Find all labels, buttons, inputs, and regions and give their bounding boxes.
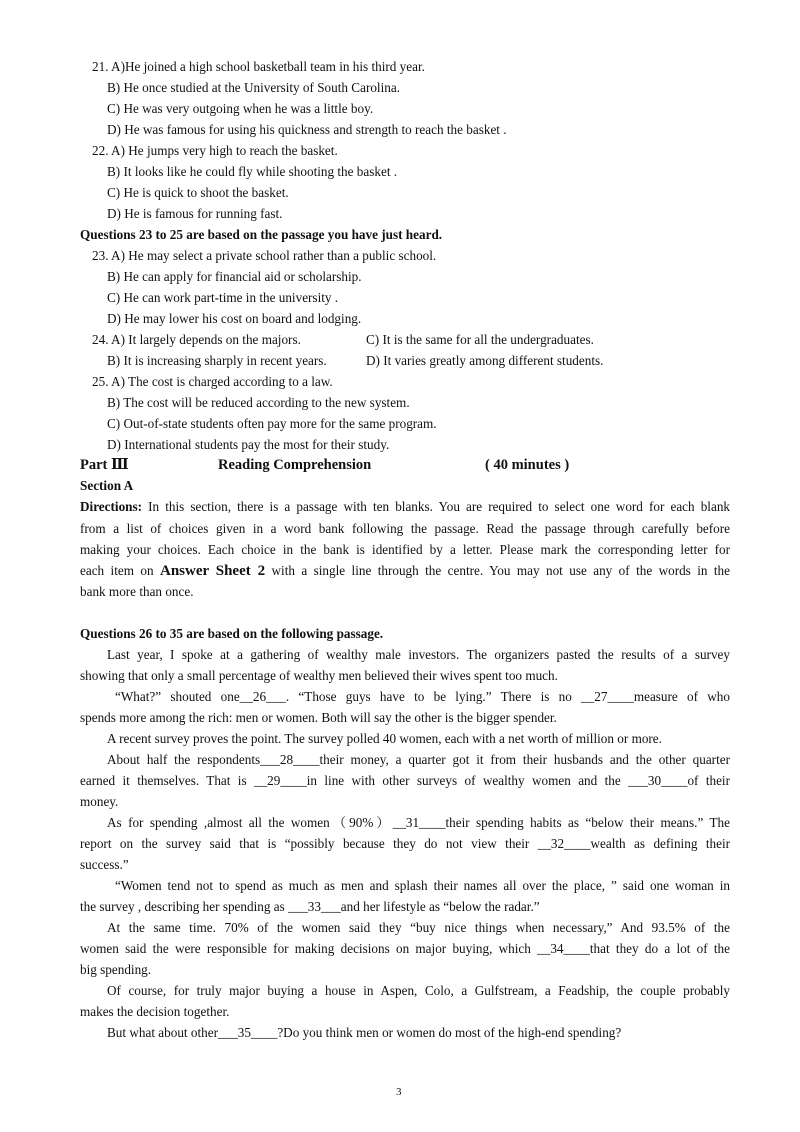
passage-line: the survey , describing her spending as ___33___and her lifestyle as “below the radar.”: [80, 899, 540, 914]
part-label: Part Ⅲ: [80, 457, 129, 473]
passage-line: spends more among the rich: men or women. Both will say the other is the bigger spender.: [80, 710, 557, 725]
answer-sheet-label: Answer Sheet 2: [160, 563, 266, 579]
passage-line: “Women tend not to spend as much as men and splash their names all over the place, ” said one woman in: [115, 878, 730, 893]
passage-line: showing that only a small percentage of wealthy men believed their wives spent too much.: [80, 668, 558, 683]
q24-option-d: D) It varies greatly among different students.: [366, 353, 604, 368]
q21-option-d: D) He was famous for using his quickness and strength to reach the basket .: [107, 122, 507, 137]
passage-line: Last year, I spoke at a gathering of wealthy male investors. The organizers pasted the results of a survey: [107, 647, 730, 662]
questions-23-25-heading: Questions 23 to 25 are based on the passage you have just heard.: [80, 227, 443, 242]
q23-option-a: 23. A) He may select a private school rather than a public school.: [92, 248, 437, 263]
q25-option-a: 25. A) The cost is charged according to a law.: [92, 374, 333, 389]
passage-line: As for spending ,almost all the women（90%）__31____their spending habits as “below their means.” The: [107, 815, 730, 830]
passage-line: makes the decision together.: [80, 1004, 230, 1019]
q21-option-a: 21. A)He joined a high school basketball team in his third year.: [92, 59, 425, 74]
part-title: Reading Comprehension: [218, 457, 372, 473]
section-title: Section A: [80, 478, 134, 493]
directions-line-3: making your choices. Each choice in the bank is identified by a letter. Please mark the corresponding letter for: [80, 542, 730, 557]
passage-line: big spending.: [80, 962, 152, 977]
directions-text-1: In this section, there is a passage with ten blanks. You are required to select one word for each blank: [148, 499, 731, 514]
passage-line: money.: [80, 794, 119, 809]
q25-option-d: D) International students pay the most for their study.: [107, 437, 390, 452]
q24-option-c: C) It is the same for all the undergraduates.: [366, 332, 594, 347]
directions-line-4: [80, 562, 730, 580]
questions-26-35-heading: Questions 26 to 35 are based on the following passage.: [80, 626, 384, 641]
q25-option-c: C) Out-of-state students often pay more for the same program.: [107, 416, 437, 431]
passage-line: “What?” shouted one__26___. “Those guys have to be lying.” There is no __27____measure of who: [115, 689, 730, 704]
q24-option-b: B) It is increasing sharply in recent years.: [107, 353, 327, 368]
passage-line: But what about other___35____?Do you think men or women do most of the high-end spending?: [107, 1025, 622, 1040]
passage-line: Of course, for truly major buying a house in Aspen, Colo, a Gulfstream, a Feadship, the couple probably: [107, 983, 730, 998]
q25-option-b: B) The cost will be reduced according to the new system.: [107, 395, 410, 410]
q21-option-b: B) He once studied at the University of South Carolina.: [107, 80, 400, 95]
directions-line-2: from a list of choices given in a word bank following the passage. Read the passage through carefully before: [80, 521, 730, 536]
q22-option-c: C) He is quick to shoot the basket.: [107, 185, 289, 200]
passage-line: success.”: [80, 857, 129, 872]
directions-label: Directions:: [80, 499, 143, 514]
passage-line: report on the survey said that is “possibly because they do not view their __32____wealth as defining their: [80, 836, 730, 851]
passage-line: About half the respondents___28____their money, a quarter got it from their husbands and the other quarter: [107, 752, 730, 767]
q22-option-a: 22. A) He jumps very high to reach the basket.: [92, 143, 338, 158]
part-time: ( 40 minutes ): [485, 457, 570, 473]
q23-option-c: C) He can work part-time in the university .: [107, 290, 339, 305]
passage-line: women said the were responsible for making decisions on major buying, which __34____that they do a lot of the: [80, 941, 730, 956]
directions-line-5: bank more than once.: [80, 584, 194, 599]
q24-option-a: 24. A) It largely depends on the majors.: [92, 332, 301, 347]
passage-line: A recent survey proves the point. The survey polled 40 women, each with a net worth of million or more.: [107, 731, 662, 746]
q23-option-d: D) He may lower his cost on board and lodging.: [107, 311, 362, 326]
directions-line-1: [80, 498, 730, 516]
q22-option-d: D) He is famous for running fast.: [107, 206, 283, 221]
q23-option-b: B) He can apply for financial aid or scholarship.: [107, 269, 362, 284]
passage-line: earned it themselves. That is __29____in line with other surveys of wealthy women and the ___30____of their: [80, 773, 730, 788]
q22-option-b: B) It looks like he could fly while shooting the basket .: [107, 164, 398, 179]
directions-text-4a: each item on: [80, 563, 154, 578]
q21-option-c: C) He was very outgoing when he was a little boy.: [107, 101, 374, 116]
page-number: 3: [396, 1086, 402, 1098]
directions-text-4b: with a single line through the centre. You may not use any of the words in the: [271, 563, 730, 578]
passage-line: At the same time. 70% of the women said they “buy nice things when necessary,” And 93.5% of the: [107, 920, 730, 935]
